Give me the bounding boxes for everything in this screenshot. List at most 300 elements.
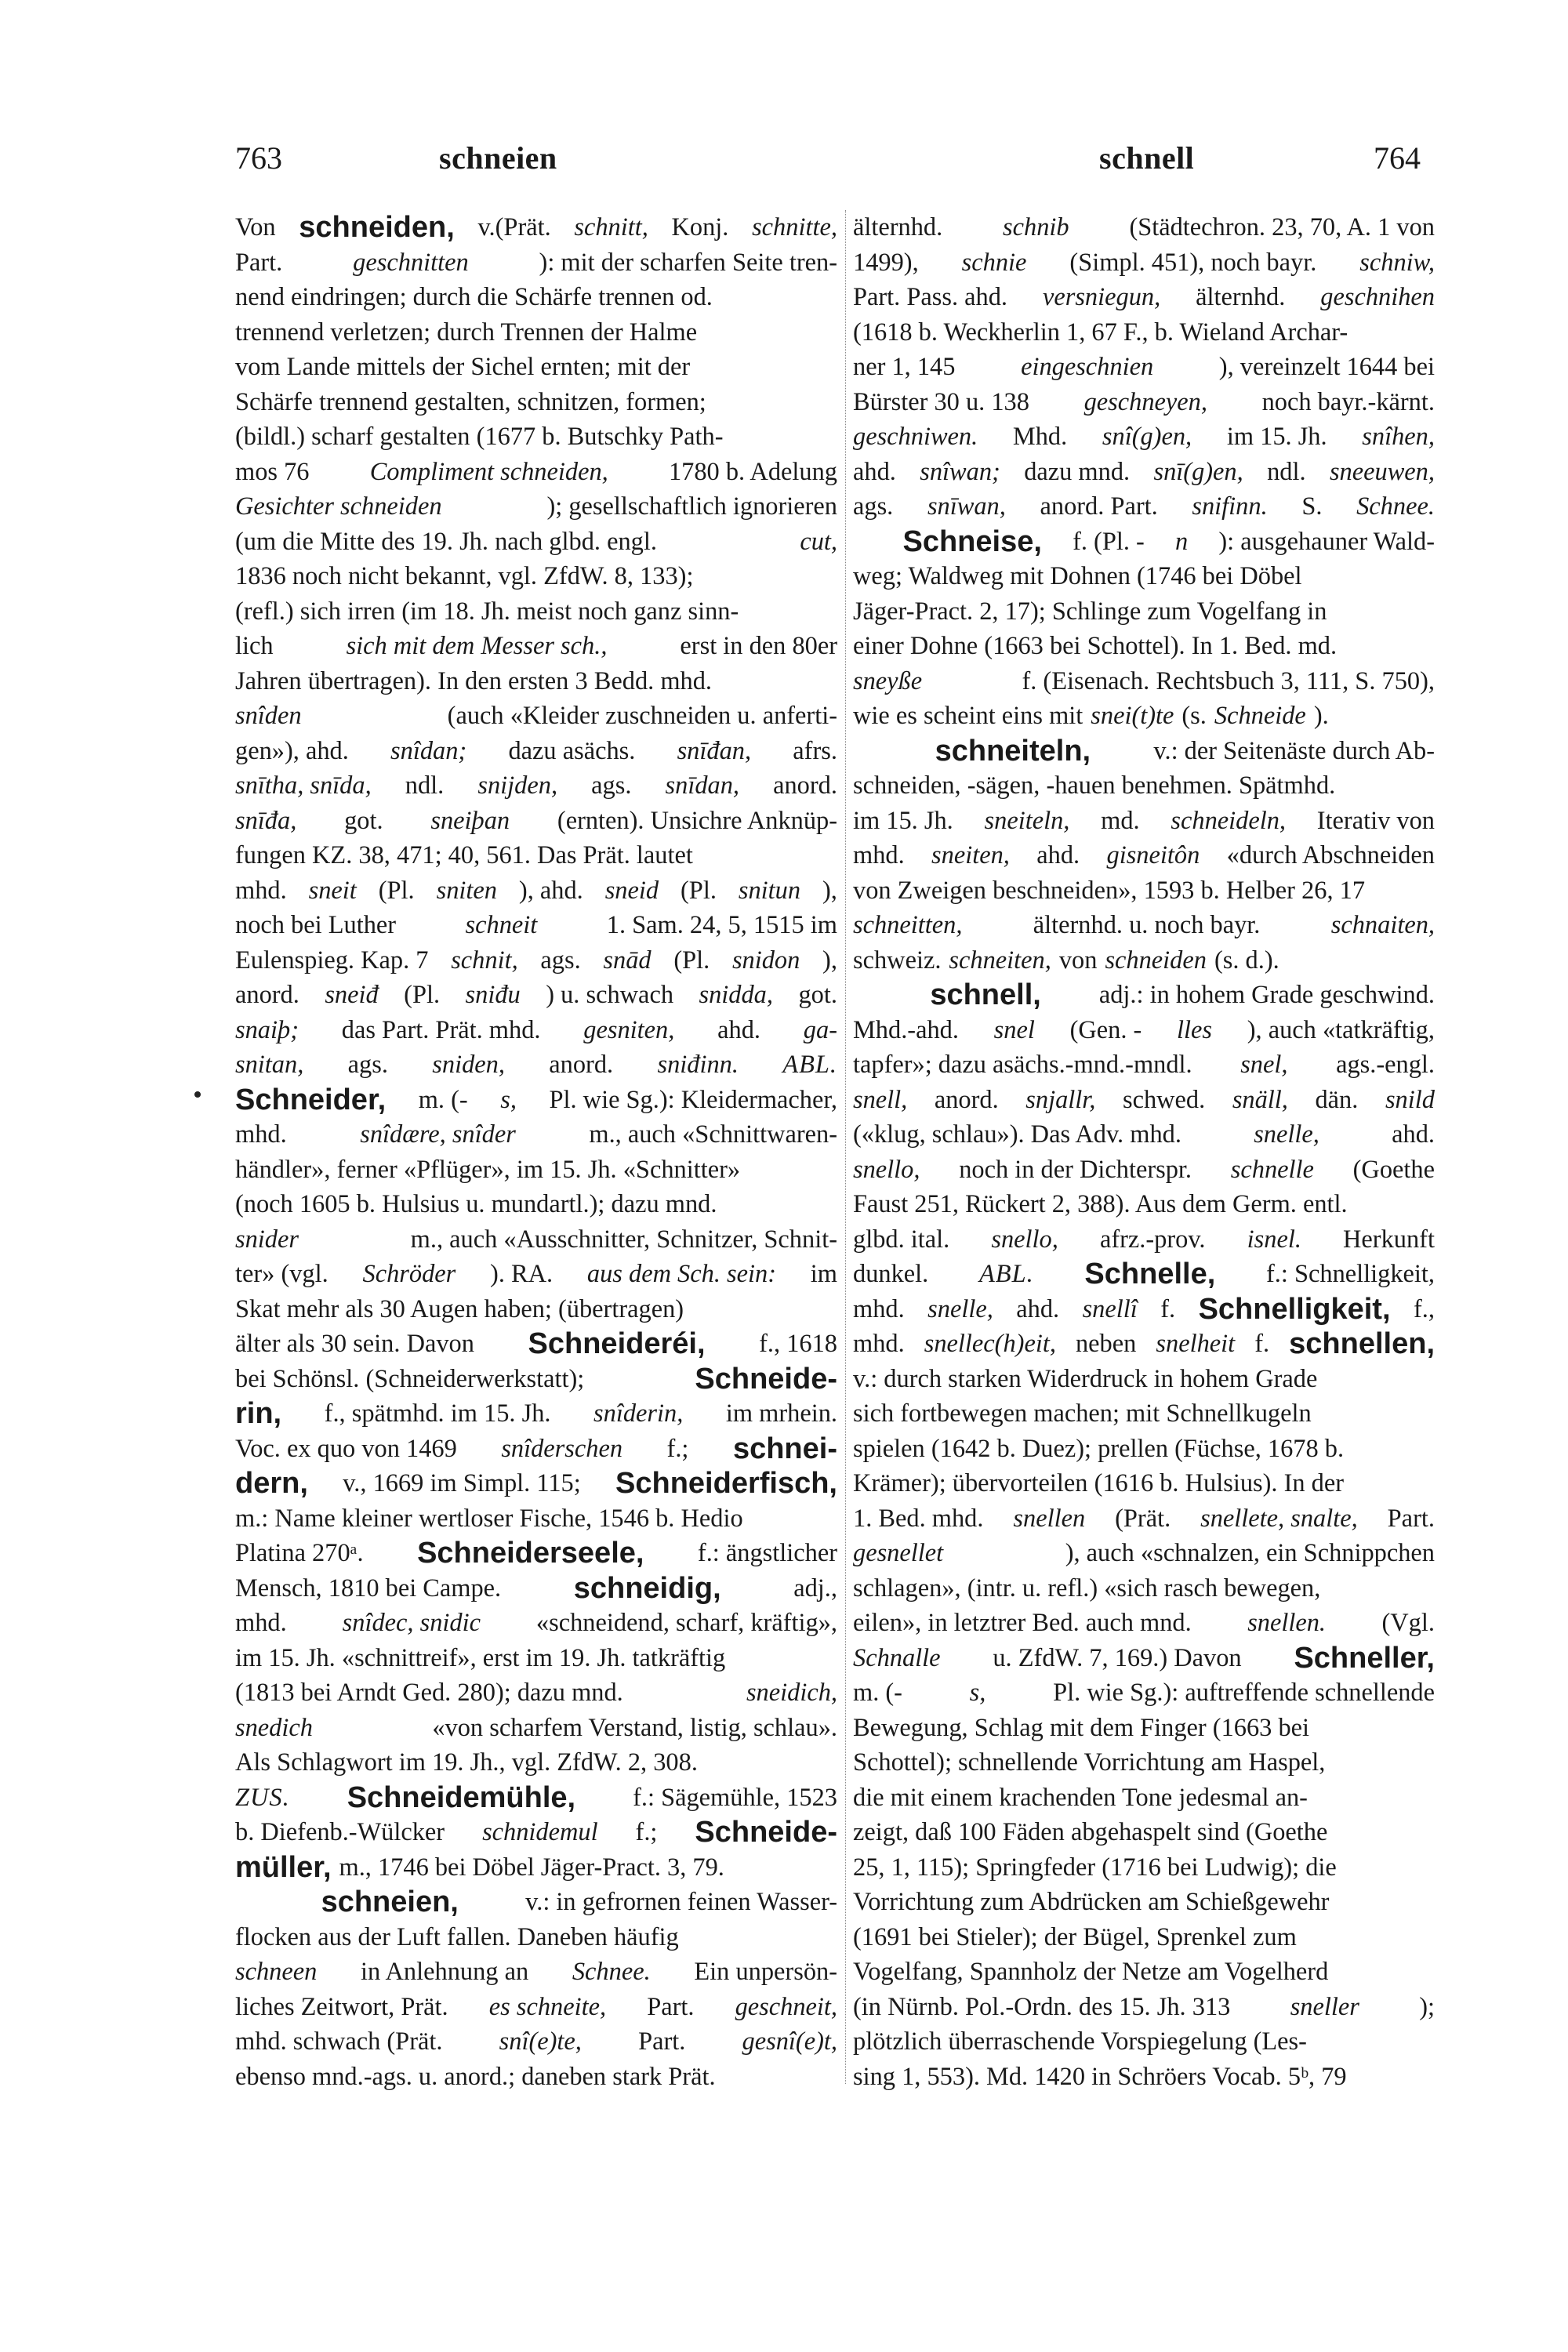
text-segment: Pl. wie Sg.): Kleidermacher, bbox=[549, 1085, 837, 1114]
text-segment: Jäger-Pract. 2, 17); Schlinge zum Vogelfang in bbox=[853, 597, 1327, 626]
text-segment: Schottel); schnellende Vorrichtung am Haspel, bbox=[853, 1748, 1326, 1777]
text-segment: snelle, bbox=[1254, 1120, 1319, 1149]
text-line bbox=[853, 1675, 1435, 1711]
text-segment: schwed. bbox=[1122, 1085, 1206, 1114]
text-line bbox=[235, 1152, 837, 1188]
text-segment: Herkunft bbox=[1343, 1225, 1435, 1254]
text-segment: snîwan; bbox=[920, 457, 1000, 486]
text-segment: schnelle bbox=[1230, 1155, 1314, 1184]
headword: schnellen, bbox=[1289, 1327, 1435, 1360]
text-segment: ahd. bbox=[853, 457, 896, 486]
text-segment: sneiteln, bbox=[984, 806, 1070, 835]
text-segment: f., bbox=[1413, 1294, 1435, 1323]
text-line bbox=[235, 1222, 837, 1258]
text-segment: snelle, bbox=[927, 1294, 993, 1323]
text-segment: ebenso mnd.-ags. u. anord.; daneben stark Prät. bbox=[235, 2062, 716, 2091]
text-line bbox=[853, 385, 1435, 420]
text-segment: sneller bbox=[1290, 1992, 1359, 2021]
text-segment: lich bbox=[235, 632, 274, 660]
text-segment: u. ZfdW. 7, 169.) Davon bbox=[993, 1643, 1242, 1672]
text-segment: Bewegung, Schlag mit dem Finger (1663 bei bbox=[853, 1713, 1310, 1742]
text-segment: gisneitôn bbox=[1106, 841, 1200, 869]
text-segment: snîderschen bbox=[501, 1434, 623, 1463]
text-segment: ags. bbox=[347, 1051, 388, 1079]
text-line bbox=[853, 838, 1435, 873]
text-line bbox=[853, 1292, 1435, 1327]
text-segment: 1780 b. Adelung bbox=[668, 457, 837, 486]
text-segment: 1499), bbox=[853, 248, 919, 277]
text-segment: ): mit der scharfen Seite tren- bbox=[539, 248, 837, 277]
text-segment: b. Diefenb.-Wülcker bbox=[235, 1818, 445, 1846]
text-segment: Bürster 30 u. 138 bbox=[853, 387, 1029, 416]
headword: Schneide- bbox=[695, 1816, 837, 1849]
text-line bbox=[235, 664, 837, 699]
text-segment: sich fortbewegen machen; mit Schnellkugeln bbox=[853, 1399, 1312, 1428]
text-segment: (Simpl. 451), noch bayr. bbox=[1069, 248, 1317, 277]
text-line bbox=[853, 1955, 1435, 1990]
text-segment: schneiden, -sägen, -hauen benehmen. Spätmhd. bbox=[853, 771, 1336, 800]
text-line bbox=[853, 1885, 1435, 1920]
running-headword-left: schneien bbox=[439, 140, 557, 176]
text-line bbox=[235, 873, 837, 909]
text-segment: snīđa, bbox=[235, 806, 297, 835]
text-segment: ); gesellschaftlich ignorieren bbox=[546, 492, 837, 521]
text-segment: ner 1, 145 bbox=[853, 353, 956, 381]
text-segment: Schröder bbox=[362, 1260, 456, 1288]
text-line bbox=[235, 1536, 837, 1571]
text-segment: geschnitten bbox=[353, 248, 469, 277]
text-segment: Krämer); übervorteilen (1616 b. Hulsius). In der bbox=[853, 1469, 1345, 1497]
text-segment: schnitt, bbox=[574, 213, 648, 241]
text-line bbox=[853, 664, 1435, 699]
page-header bbox=[235, 140, 1421, 187]
text-segment: Iterativ von bbox=[1316, 806, 1435, 835]
text-segment: snaiþ; bbox=[235, 1015, 299, 1044]
text-segment: snelheit bbox=[1156, 1330, 1236, 1358]
text-line bbox=[853, 1536, 1435, 1571]
text-segment: «schneidend, scharf, kräftig», bbox=[535, 1609, 837, 1637]
text-segment: snītha, snīda, bbox=[235, 771, 372, 800]
text-segment: tapfer»; dazu asächs.-mnd.-mndl. bbox=[853, 1051, 1192, 1079]
headword: Schnelle, bbox=[1084, 1258, 1216, 1290]
text-segment: neben bbox=[1075, 1330, 1137, 1358]
text-segment: f. (Eisenach. Rechtsbuch 3, 111, S. 750), bbox=[1022, 666, 1435, 695]
text-segment: ahd. bbox=[1016, 1294, 1060, 1323]
text-line bbox=[235, 559, 837, 594]
text-line bbox=[853, 594, 1435, 630]
text-segment: snidon bbox=[731, 946, 800, 975]
text-line bbox=[853, 978, 1435, 1013]
text-segment: sneidich, bbox=[746, 1679, 837, 1707]
text-segment: Voc. ex quo von 1469 bbox=[235, 1434, 457, 1463]
headword: Schneider, bbox=[235, 1083, 387, 1116]
text-line bbox=[853, 1466, 1435, 1501]
text-segment: snijden, bbox=[477, 771, 558, 800]
text-line bbox=[235, 629, 837, 664]
text-segment: snell, bbox=[853, 1085, 908, 1114]
text-segment: 25, 1, 115); Springfeder (1716 bei Ludwig); die bbox=[853, 1853, 1337, 1882]
text-line bbox=[235, 1327, 837, 1362]
text-segment: Pl. wie Sg.): auftreffende schnellende bbox=[1053, 1679, 1435, 1707]
text-segment: ga- bbox=[803, 1015, 837, 1044]
text-line bbox=[853, 1152, 1435, 1188]
text-segment: (1691 bei Stieler); der Bügel, Sprenkel zum bbox=[853, 1922, 1297, 1951]
text-segment: snitun bbox=[738, 876, 801, 905]
left-column bbox=[235, 210, 837, 2094]
text-segment: 1836 noch nicht bekannt, vgl. ZfdW. 8, 133); bbox=[235, 562, 694, 590]
text-segment: im mrhein. bbox=[725, 1399, 837, 1428]
text-segment: schneit bbox=[465, 911, 538, 939]
text-segment: adj., bbox=[793, 1573, 837, 1602]
text-segment: f., spätmhd. im 15. Jh. bbox=[324, 1399, 551, 1428]
running-headword-right: schnell bbox=[1099, 140, 1195, 176]
text-segment: f.; bbox=[635, 1818, 658, 1846]
text-line bbox=[853, 1047, 1435, 1083]
text-segment: Mhd. bbox=[1012, 423, 1068, 451]
text-segment: mos 76 bbox=[235, 457, 310, 486]
text-segment: snäll, bbox=[1232, 1085, 1288, 1114]
text-segment: im 15. Jh. bbox=[853, 806, 953, 835]
text-segment: adj.: in hohem Grade geschwind. bbox=[1098, 981, 1435, 1009]
text-segment: snī(g)en, bbox=[1153, 457, 1243, 486]
text-segment: eingeschnien bbox=[1021, 353, 1154, 381]
text-line bbox=[853, 280, 1435, 315]
text-segment: snellec(h)eit, bbox=[924, 1330, 1056, 1358]
text-segment: «durch Abschneiden bbox=[1226, 841, 1435, 869]
text-segment: got. bbox=[798, 981, 837, 1009]
text-line bbox=[853, 1850, 1435, 1886]
text-line bbox=[235, 455, 837, 490]
text-line bbox=[235, 1920, 837, 1955]
text-line bbox=[853, 1641, 1435, 1676]
text-line bbox=[853, 1990, 1435, 2025]
headword: schnell, bbox=[930, 978, 1041, 1011]
text-segment: (s. bbox=[1181, 702, 1207, 730]
text-line bbox=[853, 1780, 1435, 1816]
text-line bbox=[235, 908, 837, 943]
text-segment: snî(g)en, bbox=[1102, 423, 1192, 451]
text-segment: ), auch «tatkräftig, bbox=[1247, 1015, 1435, 1044]
headword: Schneidemühle, bbox=[347, 1780, 576, 1814]
text-line bbox=[235, 1606, 837, 1641]
text-segment: sneyße bbox=[853, 666, 923, 695]
text-line bbox=[235, 1187, 837, 1222]
text-segment: snjallr, bbox=[1025, 1085, 1096, 1114]
text-line bbox=[235, 210, 837, 245]
text-segment: m. (- bbox=[418, 1085, 468, 1114]
text-segment: dunkel. bbox=[853, 1260, 929, 1288]
text-segment: Konj. bbox=[671, 213, 729, 241]
text-segment: Part. bbox=[638, 2027, 686, 2056]
text-line bbox=[853, 245, 1435, 281]
text-line bbox=[853, 419, 1435, 455]
text-segment: snîdan; bbox=[390, 736, 467, 765]
text-segment: v.(Prät. bbox=[477, 213, 551, 241]
text-segment: s, bbox=[969, 1679, 986, 1707]
text-line bbox=[853, 1571, 1435, 1606]
text-segment: Jahren übertragen). In den ersten 3 Bedd. mhd. bbox=[235, 666, 713, 695]
text-segment: noch bayr.-kärnt. bbox=[1261, 387, 1435, 416]
text-segment: (ernten). Unsichre Anknüp- bbox=[557, 806, 837, 835]
text-segment: von bbox=[1058, 946, 1098, 975]
text-line bbox=[235, 1641, 837, 1676]
text-segment: ags. bbox=[853, 492, 894, 521]
text-segment: ), bbox=[822, 946, 837, 975]
headword: rin, bbox=[235, 1397, 282, 1430]
text-line bbox=[235, 315, 837, 350]
text-segment: (bildl.) scharf gestalten (1677 b. Butschky Path- bbox=[235, 423, 724, 451]
text-segment: S. bbox=[1301, 492, 1323, 521]
text-segment: Mhd.-ahd. bbox=[853, 1015, 959, 1044]
text-segment: snifinn. bbox=[1192, 492, 1268, 521]
text-segment: snedich bbox=[235, 1713, 313, 1742]
text-segment: 1. Sam. 24, 5, 1515 im bbox=[606, 911, 837, 939]
text-line bbox=[853, 1501, 1435, 1537]
text-segment: sniden, bbox=[432, 1051, 505, 1079]
text-line bbox=[853, 1920, 1435, 1955]
text-segment: geschneyen, bbox=[1083, 387, 1207, 416]
text-segment: mhd. bbox=[235, 1609, 287, 1637]
text-segment: anord. bbox=[934, 1085, 999, 1114]
text-segment: fungen KZ. 38, 471; 40, 561. Das Prät. lautet bbox=[235, 841, 693, 869]
text-line bbox=[853, 2024, 1435, 2060]
text-segment: (Pl. bbox=[673, 946, 710, 975]
page-number-left: 763 bbox=[235, 140, 282, 176]
text-segment: sneiđ bbox=[325, 981, 379, 1009]
text-segment: schneiden bbox=[1105, 946, 1207, 975]
text-line bbox=[853, 559, 1435, 594]
text-segment: snî(e)te, bbox=[499, 2027, 582, 2056]
text-segment: m.: Name kleiner wertloser Fische, 1546 b. Hedio bbox=[235, 1504, 743, 1533]
text-segment: Part. Pass. ahd. bbox=[853, 283, 1008, 311]
text-segment: Part. bbox=[647, 1992, 695, 2021]
text-line bbox=[235, 1013, 837, 1048]
text-segment: snellen. bbox=[1247, 1609, 1327, 1637]
right-column bbox=[853, 210, 1435, 2094]
text-segment: schnit, bbox=[451, 946, 518, 975]
text-line bbox=[235, 978, 837, 1013]
text-line bbox=[235, 1571, 837, 1606]
text-segment: ): ausgehauner Wald- bbox=[1218, 527, 1435, 556]
text-segment: snîderin, bbox=[593, 1399, 684, 1428]
headword: Schneller, bbox=[1294, 1641, 1435, 1675]
headword: Schneide- bbox=[695, 1362, 837, 1396]
text-segment: (noch 1605 b. Hulsius u. mundartl.); dazu mnd. bbox=[235, 1190, 717, 1218]
text-segment: Vogelfang, Spannholz der Netze am Vogelherd bbox=[853, 1958, 1329, 1986]
text-line bbox=[235, 1850, 837, 1886]
text-line bbox=[235, 1955, 837, 1990]
text-segment: im 15. Jh. «schnittreif», erst im 19. Jh. tatkräftig bbox=[235, 1643, 726, 1672]
text-segment: snîden bbox=[235, 702, 302, 730]
text-segment: schniw, bbox=[1359, 248, 1435, 277]
text-segment: anord. Part. bbox=[1040, 492, 1158, 521]
text-segment: älter als 30 sein. Davon bbox=[235, 1330, 474, 1358]
text-segment: (auch «Kleider zuschneiden u. anferti- bbox=[447, 702, 837, 730]
text-line bbox=[235, 1711, 837, 1746]
text-segment: m. (- bbox=[853, 1679, 902, 1707]
text-segment: die mit einem krachenden Tone jedesmal an- bbox=[853, 1783, 1308, 1812]
text-segment: schlagen», (intr. u. refl.) «sich rasch bewegen, bbox=[853, 1573, 1321, 1602]
text-segment: einer Dohne (1663 bei Schottel). In 1. Bed. md. bbox=[853, 632, 1338, 660]
text-segment: snellî bbox=[1082, 1294, 1138, 1323]
text-segment: f.: Sägemühle, 1523 bbox=[633, 1783, 837, 1812]
text-segment: älternhd. bbox=[1196, 283, 1286, 311]
headword: müller, bbox=[235, 1850, 332, 1884]
text-segment: Als Schlagwort im 19. Jh., vgl. ZfdW. 2, 308. bbox=[235, 1748, 698, 1777]
text-segment: schnib bbox=[1003, 213, 1069, 241]
text-segment: (1813 bei Arndt Ged. 280); dazu mnd. bbox=[235, 1679, 623, 1707]
text-line bbox=[853, 1013, 1435, 1048]
text-segment: von Zweigen beschneiden», 1593 b. Helber 26, 17 bbox=[853, 876, 1366, 905]
text-segment: f. bbox=[1254, 1330, 1270, 1358]
text-segment: Compliment schneiden, bbox=[369, 457, 608, 486]
text-segment: f.: ängstlicher bbox=[697, 1539, 837, 1567]
text-line bbox=[853, 2060, 1435, 2095]
text-segment: geschniwen. bbox=[853, 423, 978, 451]
text-line bbox=[235, 699, 837, 734]
text-segment: gen»), ahd. bbox=[235, 736, 349, 765]
headword: Schneideréi, bbox=[528, 1327, 706, 1360]
text-segment: snello, bbox=[991, 1225, 1058, 1254]
text-segment: ). RA. bbox=[490, 1260, 554, 1288]
text-segment: n bbox=[1175, 527, 1189, 556]
text-segment: anord. bbox=[549, 1051, 614, 1079]
text-line bbox=[235, 1990, 837, 2025]
text-segment: («klug, schlau»). Das Adv. mhd. bbox=[853, 1120, 1181, 1149]
text-line bbox=[853, 768, 1435, 804]
text-line bbox=[853, 1327, 1435, 1362]
text-segment: älternhd. bbox=[853, 213, 943, 241]
text-segment: trennend verletzen; durch Trennen der Halme bbox=[235, 318, 698, 347]
text-segment bbox=[235, 1885, 254, 1920]
text-line bbox=[235, 1257, 837, 1292]
text-line bbox=[235, 594, 837, 630]
text-segment: dän. bbox=[1315, 1085, 1359, 1114]
text-segment: snellen bbox=[1013, 1504, 1086, 1533]
text-segment: Ein unpersön- bbox=[694, 1958, 837, 1986]
margin-mark bbox=[194, 1091, 201, 1098]
text-line bbox=[235, 280, 837, 315]
text-segment: snīwan, bbox=[927, 492, 1006, 521]
text-segment: f., 1618 bbox=[759, 1330, 837, 1358]
text-segment: zeigt, daß 100 Fäden abgehaspelt sind (Goethe bbox=[853, 1818, 1328, 1846]
text-segment: noch bei Luther bbox=[235, 911, 397, 939]
text-segment: lles bbox=[1177, 1015, 1213, 1044]
text-segment: (s. d.). bbox=[1214, 946, 1279, 975]
text-segment: ABL. bbox=[979, 1260, 1034, 1288]
text-segment: snei(t)te bbox=[1091, 702, 1174, 730]
text-line bbox=[853, 943, 1435, 978]
text-line bbox=[235, 1083, 837, 1118]
text-segment: md. bbox=[1101, 806, 1140, 835]
text-line bbox=[235, 1047, 837, 1083]
text-line bbox=[853, 629, 1435, 664]
text-segment: im bbox=[810, 1260, 837, 1288]
text-segment: nend eindringen; durch die Schärfe trennen od. bbox=[235, 283, 713, 311]
text-segment: m., 1746 bei Döbel Jäger-Pract. 3, 79. bbox=[339, 1853, 724, 1882]
text-segment: Faust 251, Rückert 2, 388). Aus dem Germ. entl. bbox=[853, 1190, 1348, 1218]
headword: schneidig, bbox=[573, 1571, 721, 1605]
text-segment: ags. bbox=[591, 771, 632, 800]
text-line bbox=[853, 734, 1435, 769]
text-line bbox=[235, 385, 837, 420]
headword: Schneiderfisch, bbox=[615, 1467, 837, 1500]
text-line bbox=[235, 524, 837, 560]
text-segment: sneiten, bbox=[931, 841, 1010, 869]
text-segment: versniegun, bbox=[1042, 283, 1161, 311]
text-segment: Schneide bbox=[1214, 702, 1306, 730]
text-line bbox=[235, 2060, 837, 2095]
text-segment: ), auch «schnalzen, ein Schnippchen bbox=[1065, 1539, 1435, 1567]
page-number-right: 764 bbox=[1374, 140, 1421, 176]
text-segment: sniđinn. bbox=[657, 1051, 739, 1079]
text-segment: mhd. bbox=[235, 876, 287, 905]
text-segment: ndl. bbox=[405, 771, 445, 800]
text-segment: liches Zeitwort, Prät. bbox=[235, 1992, 448, 2021]
text-segment: sing 1, 553). Md. 1420 in Schröers Vocab. 5ᵇ, 79 bbox=[853, 2062, 1347, 2091]
text-segment: (Gen. - bbox=[1069, 1015, 1142, 1044]
text-line bbox=[235, 1466, 837, 1501]
text-segment: ags. bbox=[540, 946, 581, 975]
text-segment: bei Schönsl. (Schneiderwerkstatt); bbox=[235, 1364, 585, 1393]
text-segment: dazu mnd. bbox=[1024, 457, 1131, 486]
text-segment: snîdec, snidic bbox=[342, 1609, 481, 1637]
text-segment: flocken aus der Luft fallen. Daneben häufig bbox=[235, 1922, 679, 1951]
text-segment bbox=[853, 734, 872, 769]
text-segment: mhd. bbox=[853, 1294, 905, 1323]
text-segment: aus dem Sch. sein: bbox=[586, 1260, 776, 1288]
text-segment: ); bbox=[1419, 1992, 1435, 2021]
text-segment: wie es scheint eins mit bbox=[853, 702, 1083, 730]
text-segment: schnidemul bbox=[482, 1818, 598, 1846]
text-line bbox=[235, 1780, 837, 1816]
text-segment: Schnee. bbox=[572, 1958, 651, 1986]
text-line bbox=[853, 1606, 1435, 1641]
text-segment: ter» (vgl. bbox=[235, 1260, 328, 1288]
text-segment: eilen», in letztrer Bed. auch mnd. bbox=[853, 1609, 1192, 1637]
text-line bbox=[853, 699, 1435, 734]
text-segment: f. bbox=[1160, 1294, 1176, 1323]
text-segment: f.: Schnelligkeit, bbox=[1266, 1260, 1435, 1288]
text-line bbox=[235, 1432, 837, 1467]
text-segment: noch in der Dichterspr. bbox=[959, 1155, 1192, 1184]
text-segment: schnaiten, bbox=[1330, 911, 1435, 939]
text-segment: Schnee. bbox=[1356, 492, 1435, 521]
text-segment: gesnî(e)t, bbox=[742, 2027, 837, 2056]
text-segment: ), ahd. bbox=[518, 876, 583, 905]
text-line bbox=[235, 1745, 837, 1780]
text-segment: m., auch «Ausschnitter, Schnitzer, Schnit- bbox=[410, 1225, 837, 1254]
text-segment: mhd. bbox=[853, 1330, 905, 1358]
text-segment: snellete, snalte, bbox=[1200, 1504, 1358, 1533]
text-segment: anord. bbox=[773, 771, 837, 800]
text-line bbox=[853, 350, 1435, 385]
text-line bbox=[235, 245, 837, 281]
text-segment: ndl. bbox=[1267, 457, 1306, 486]
text-segment: snîdære, snîder bbox=[360, 1120, 516, 1149]
text-line bbox=[235, 419, 837, 455]
text-segment: snīdan, bbox=[665, 771, 739, 800]
text-line bbox=[853, 804, 1435, 839]
text-segment: (1618 b. Weckherlin 1, 67 F., b. Wieland Archar- bbox=[853, 318, 1348, 347]
text-segment: händler», ferner «Pflüger», im 15. Jh. «Schnitter» bbox=[235, 1155, 741, 1184]
text-line bbox=[853, 1362, 1435, 1397]
text-segment: snîhen, bbox=[1362, 423, 1435, 451]
text-line bbox=[853, 1257, 1435, 1292]
text-line bbox=[853, 524, 1435, 560]
text-line bbox=[853, 908, 1435, 943]
text-segment: ), vereinzelt 1644 bei bbox=[1218, 353, 1435, 381]
